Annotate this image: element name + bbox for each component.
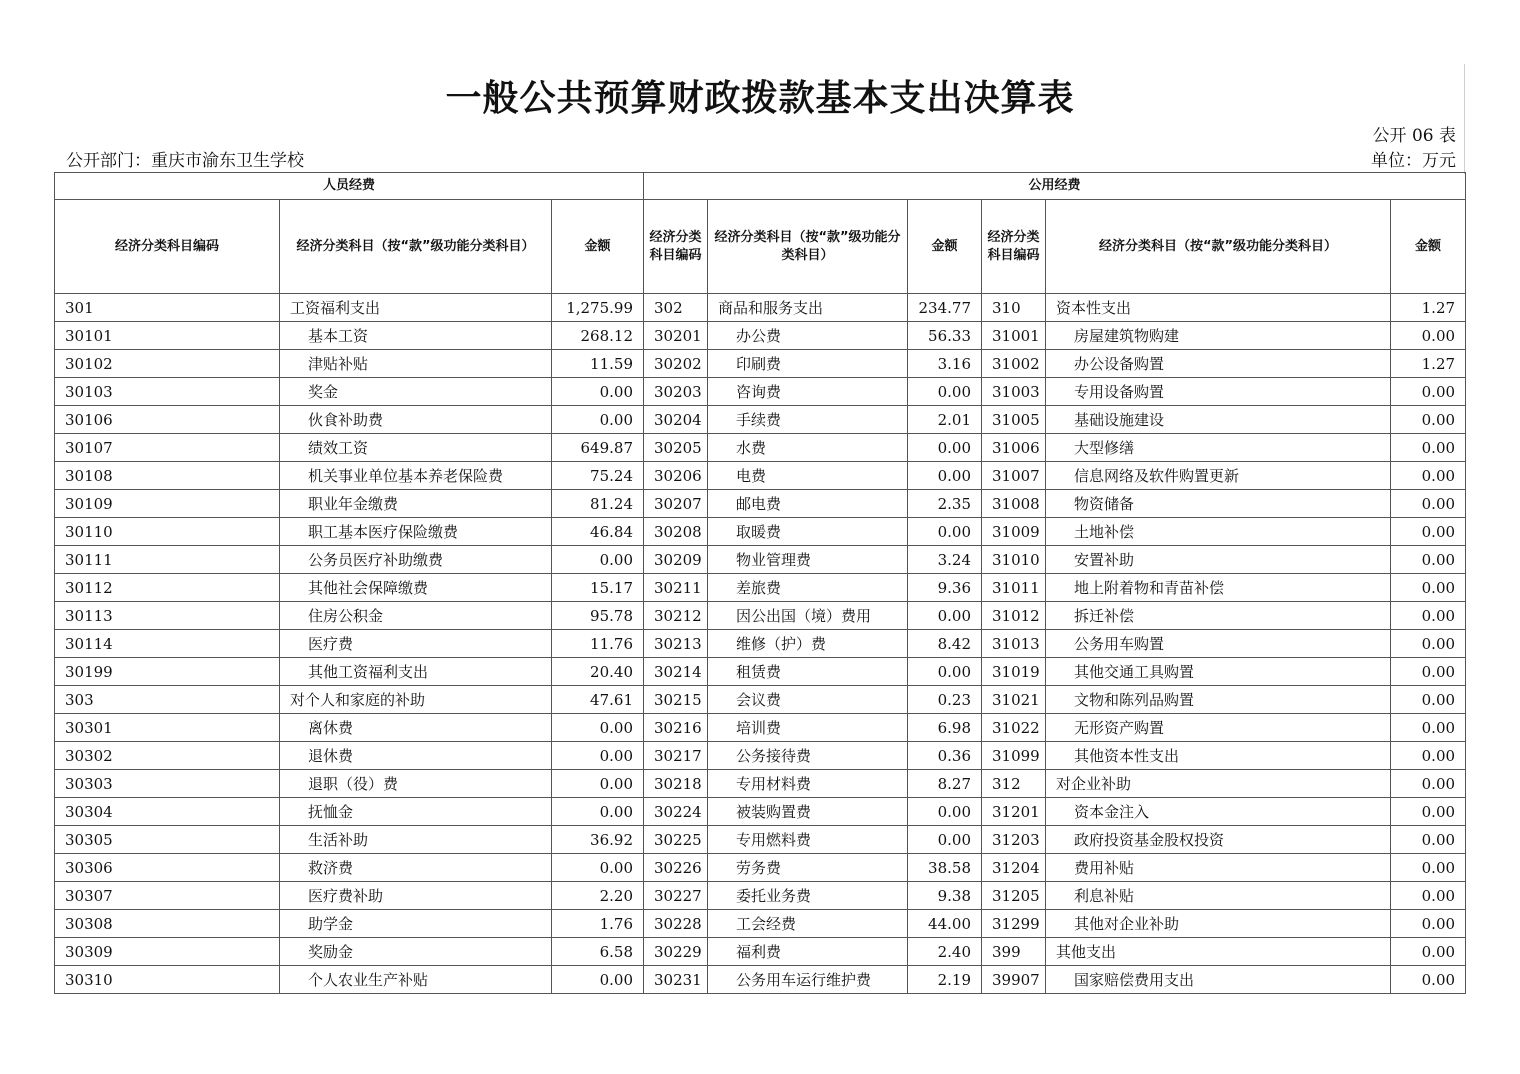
capital-name-cell: 费用补贴 — [1046, 854, 1391, 882]
unit-label: 单位：万元 — [1371, 151, 1456, 171]
personnel-code-cell: 301 — [55, 294, 280, 322]
personnel-name-cell: 医疗费补助 — [280, 882, 552, 910]
personnel-name-cell: 基本工资 — [280, 322, 552, 350]
personnel-amount-cell: 20.40 — [552, 658, 644, 686]
public-name-cell: 印刷费 — [708, 350, 908, 378]
personnel-amount-cell: 47.61 — [552, 686, 644, 714]
personnel-amount-cell: 0.00 — [552, 966, 644, 994]
personnel-section-header: 人员经费 — [55, 173, 644, 200]
capital-amount-cell: 0.00 — [1391, 490, 1466, 518]
capital-code-cell: 31010 — [982, 546, 1046, 574]
public-code-cell: 30205 — [644, 434, 708, 462]
table-row — [55, 406, 1466, 434]
expenditure-table — [54, 172, 1466, 994]
personnel-amount-cell: 0.00 — [552, 742, 644, 770]
capital-name-cell: 其他资本性支出 — [1046, 742, 1391, 770]
capital-name-cell: 公务用车购置 — [1046, 630, 1391, 658]
capital-name-cell: 基础设施建设 — [1046, 406, 1391, 434]
public-amount-cell: 2.19 — [908, 966, 982, 994]
public-amount-cell: 8.42 — [908, 630, 982, 658]
public-name-cell: 差旅费 — [708, 574, 908, 602]
public-amount-cell: 0.00 — [908, 826, 982, 854]
personnel-amount-cell: 81.24 — [552, 490, 644, 518]
personnel-name-cell: 住房公积金 — [280, 602, 552, 630]
capital-amount-cell: 0.00 — [1391, 462, 1466, 490]
public-code-cell: 30216 — [644, 714, 708, 742]
capital-amount-cell: 0.00 — [1391, 630, 1466, 658]
personnel-name-cell: 工资福利支出 — [280, 294, 552, 322]
col-header-code: 经济分类科目编码 — [982, 200, 1046, 294]
capital-code-cell: 31001 — [982, 322, 1046, 350]
table-row — [55, 686, 1466, 714]
capital-name-cell: 拆迁补偿 — [1046, 602, 1391, 630]
capital-code-cell: 31205 — [982, 882, 1046, 910]
personnel-amount-cell: 0.00 — [552, 546, 644, 574]
public-amount-cell: 56.33 — [908, 322, 982, 350]
capital-code-cell: 31022 — [982, 714, 1046, 742]
personnel-name-cell: 医疗费 — [280, 630, 552, 658]
capital-code-cell: 312 — [982, 770, 1046, 798]
personnel-name-cell: 退休费 — [280, 742, 552, 770]
public-code-cell: 30227 — [644, 882, 708, 910]
personnel-name-cell: 奖金 — [280, 378, 552, 406]
personnel-code-cell: 30109 — [55, 490, 280, 518]
public-amount-cell: 0.00 — [908, 658, 982, 686]
page-title: 一般公共预算财政拨款基本支出决算表 — [445, 78, 1075, 119]
personnel-amount-cell: 95.78 — [552, 602, 644, 630]
public-amount-cell: 8.27 — [908, 770, 982, 798]
personnel-amount-cell: 0.00 — [552, 378, 644, 406]
capital-code-cell: 31007 — [982, 462, 1046, 490]
personnel-name-cell: 离休费 — [280, 714, 552, 742]
capital-code-cell: 31011 — [982, 574, 1046, 602]
capital-amount-cell: 0.00 — [1391, 882, 1466, 910]
public-code-cell: 30231 — [644, 966, 708, 994]
capital-code-cell: 31099 — [982, 742, 1046, 770]
public-amount-cell: 0.00 — [908, 462, 982, 490]
capital-code-cell: 31019 — [982, 658, 1046, 686]
public-code-cell: 30203 — [644, 378, 708, 406]
public-code-cell: 30217 — [644, 742, 708, 770]
public-code-cell: 30224 — [644, 798, 708, 826]
public-amount-cell: 0.36 — [908, 742, 982, 770]
public-code-cell: 30212 — [644, 602, 708, 630]
personnel-code-cell: 30199 — [55, 658, 280, 686]
table-row — [55, 602, 1466, 630]
table-row — [55, 630, 1466, 658]
capital-name-cell: 政府投资基金股权投资 — [1046, 826, 1391, 854]
personnel-code-cell: 30108 — [55, 462, 280, 490]
capital-code-cell: 31009 — [982, 518, 1046, 546]
public-name-cell: 水费 — [708, 434, 908, 462]
public-amount-cell: 234.77 — [908, 294, 982, 322]
col-header-name: 经济分类科目（按“款”级功能分类科目） — [1046, 200, 1391, 294]
personnel-amount-cell: 11.76 — [552, 630, 644, 658]
capital-amount-cell: 0.00 — [1391, 378, 1466, 406]
capital-code-cell: 31013 — [982, 630, 1046, 658]
personnel-code-cell: 30302 — [55, 742, 280, 770]
personnel-amount-cell: 0.00 — [552, 406, 644, 434]
public-code-cell: 30209 — [644, 546, 708, 574]
table-row — [55, 350, 1466, 378]
public-name-cell: 电费 — [708, 462, 908, 490]
col-header-amount: 金额 — [1391, 200, 1466, 294]
public-code-cell: 30226 — [644, 854, 708, 882]
capital-name-cell: 大型修缮 — [1046, 434, 1391, 462]
department-label: 公开部门：重庆市渝东卫生学校 — [66, 151, 304, 171]
capital-name-cell: 物资储备 — [1046, 490, 1391, 518]
public-amount-cell: 3.24 — [908, 546, 982, 574]
capital-amount-cell: 0.00 — [1391, 546, 1466, 574]
capital-amount-cell: 0.00 — [1391, 966, 1466, 994]
capital-amount-cell: 0.00 — [1391, 406, 1466, 434]
table-row — [55, 770, 1466, 798]
public-name-cell: 咨询费 — [708, 378, 908, 406]
personnel-code-cell: 30306 — [55, 854, 280, 882]
public-name-cell: 因公出国（境）费用 — [708, 602, 908, 630]
public-name-cell: 邮电费 — [708, 490, 908, 518]
personnel-name-cell: 生活补助 — [280, 826, 552, 854]
personnel-code-cell: 30112 — [55, 574, 280, 602]
capital-amount-cell: 0.00 — [1391, 826, 1466, 854]
public-name-cell: 福利费 — [708, 938, 908, 966]
capital-code-cell: 31002 — [982, 350, 1046, 378]
personnel-name-cell: 绩效工资 — [280, 434, 552, 462]
public-name-cell: 租赁费 — [708, 658, 908, 686]
table-row — [55, 882, 1466, 910]
public-name-cell: 物业管理费 — [708, 546, 908, 574]
public-amount-cell: 2.01 — [908, 406, 982, 434]
personnel-code-cell: 30303 — [55, 770, 280, 798]
personnel-code-cell: 30102 — [55, 350, 280, 378]
personnel-name-cell: 对个人和家庭的补助 — [280, 686, 552, 714]
public-amount-cell: 44.00 — [908, 910, 982, 938]
personnel-name-cell: 伙食补助费 — [280, 406, 552, 434]
capital-name-cell: 无形资产购置 — [1046, 714, 1391, 742]
table-row — [55, 434, 1466, 462]
capital-code-cell: 31203 — [982, 826, 1046, 854]
personnel-amount-cell: 46.84 — [552, 518, 644, 546]
table-row — [55, 938, 1466, 966]
personnel-amount-cell: 649.87 — [552, 434, 644, 462]
personnel-amount-cell: 268.12 — [552, 322, 644, 350]
personnel-amount-cell: 36.92 — [552, 826, 644, 854]
public-code-cell: 30218 — [644, 770, 708, 798]
public-name-cell: 公务接待费 — [708, 742, 908, 770]
public-amount-cell: 38.58 — [908, 854, 982, 882]
personnel-code-cell: 30301 — [55, 714, 280, 742]
table-row — [55, 910, 1466, 938]
public-amount-cell: 0.00 — [908, 518, 982, 546]
capital-amount-cell: 0.00 — [1391, 658, 1466, 686]
capital-amount-cell: 0.00 — [1391, 574, 1466, 602]
capital-name-cell: 安置补助 — [1046, 546, 1391, 574]
public-amount-cell: 3.16 — [908, 350, 982, 378]
capital-code-cell: 31006 — [982, 434, 1046, 462]
capital-amount-cell: 1.27 — [1391, 294, 1466, 322]
public-name-cell: 商品和服务支出 — [708, 294, 908, 322]
public-amount-cell: 0.00 — [908, 378, 982, 406]
table-row — [55, 742, 1466, 770]
table-body — [55, 294, 1466, 994]
capital-name-cell: 地上附着物和青苗补偿 — [1046, 574, 1391, 602]
table-row — [55, 854, 1466, 882]
capital-amount-cell: 0.00 — [1391, 910, 1466, 938]
personnel-amount-cell: 6.58 — [552, 938, 644, 966]
capital-code-cell: 31201 — [982, 798, 1046, 826]
capital-name-cell: 信息网络及软件购置更新 — [1046, 462, 1391, 490]
personnel-amount-cell: 11.59 — [552, 350, 644, 378]
public-code-cell: 30204 — [644, 406, 708, 434]
public-name-cell: 手续费 — [708, 406, 908, 434]
public-code-cell: 30201 — [644, 322, 708, 350]
public-name-cell: 取暖费 — [708, 518, 908, 546]
capital-code-cell: 31008 — [982, 490, 1046, 518]
public-code-cell: 30214 — [644, 658, 708, 686]
public-code-cell: 30208 — [644, 518, 708, 546]
personnel-amount-cell: 0.00 — [552, 714, 644, 742]
personnel-code-cell: 30111 — [55, 546, 280, 574]
form-number: 公开 06 表 — [1372, 126, 1456, 146]
public-amount-cell: 0.23 — [908, 686, 982, 714]
personnel-name-cell: 其他工资福利支出 — [280, 658, 552, 686]
capital-name-cell: 其他对企业补助 — [1046, 910, 1391, 938]
capital-name-cell: 其他支出 — [1046, 938, 1391, 966]
public-name-cell: 委托业务费 — [708, 882, 908, 910]
public-code-cell: 30215 — [644, 686, 708, 714]
capital-name-cell: 资本性支出 — [1046, 294, 1391, 322]
personnel-amount-cell: 2.20 — [552, 882, 644, 910]
public-name-cell: 劳务费 — [708, 854, 908, 882]
public-code-cell: 302 — [644, 294, 708, 322]
public-code-cell: 30213 — [644, 630, 708, 658]
personnel-name-cell: 机关事业单位基本养老保险费 — [280, 462, 552, 490]
capital-code-cell: 399 — [982, 938, 1046, 966]
capital-name-cell: 资本金注入 — [1046, 798, 1391, 826]
personnel-amount-cell: 0.00 — [552, 798, 644, 826]
public-name-cell: 专用材料费 — [708, 770, 908, 798]
public-name-cell: 培训费 — [708, 714, 908, 742]
personnel-name-cell: 助学金 — [280, 910, 552, 938]
col-header-code: 经济分类科目编码 — [644, 200, 708, 294]
public-name-cell: 专用燃料费 — [708, 826, 908, 854]
capital-amount-cell: 0.00 — [1391, 518, 1466, 546]
capital-code-cell: 310 — [982, 294, 1046, 322]
personnel-amount-cell: 1.76 — [552, 910, 644, 938]
personnel-amount-cell: 0.00 — [552, 770, 644, 798]
capital-code-cell: 31005 — [982, 406, 1046, 434]
public-amount-cell: 9.38 — [908, 882, 982, 910]
capital-amount-cell: 0.00 — [1391, 602, 1466, 630]
public-name-cell: 公务用车运行维护费 — [708, 966, 908, 994]
public-amount-cell: 9.36 — [908, 574, 982, 602]
personnel-amount-cell: 75.24 — [552, 462, 644, 490]
capital-amount-cell: 0.00 — [1391, 322, 1466, 350]
capital-name-cell: 对企业补助 — [1046, 770, 1391, 798]
table-row — [55, 462, 1466, 490]
public-amount-cell: 6.98 — [908, 714, 982, 742]
personnel-name-cell: 公务员医疗补助缴费 — [280, 546, 552, 574]
public-amount-cell: 0.00 — [908, 798, 982, 826]
col-header-name: 经济分类科目（按“款”级功能分类科目） — [708, 200, 908, 294]
personnel-name-cell: 津贴补贴 — [280, 350, 552, 378]
capital-amount-cell: 0.00 — [1391, 686, 1466, 714]
personnel-name-cell: 个人农业生产补贴 — [280, 966, 552, 994]
personnel-code-cell: 30310 — [55, 966, 280, 994]
personnel-name-cell: 职业年金缴费 — [280, 490, 552, 518]
capital-amount-cell: 0.00 — [1391, 434, 1466, 462]
capital-name-cell: 国家赔偿费用支出 — [1046, 966, 1391, 994]
personnel-name-cell: 其他社会保障缴费 — [280, 574, 552, 602]
public-name-cell: 会议费 — [708, 686, 908, 714]
personnel-amount-cell: 0.00 — [552, 854, 644, 882]
personnel-code-cell: 30113 — [55, 602, 280, 630]
capital-code-cell: 31012 — [982, 602, 1046, 630]
table-row — [55, 490, 1466, 518]
public-code-cell: 30202 — [644, 350, 708, 378]
personnel-code-cell: 303 — [55, 686, 280, 714]
personnel-code-cell: 30307 — [55, 882, 280, 910]
public-amount-cell: 0.00 — [908, 434, 982, 462]
public-name-cell: 办公费 — [708, 322, 908, 350]
personnel-code-cell: 30114 — [55, 630, 280, 658]
table-row — [55, 518, 1466, 546]
personnel-code-cell: 30103 — [55, 378, 280, 406]
public-name-cell: 被装购置费 — [708, 798, 908, 826]
table-row — [55, 574, 1466, 602]
capital-code-cell: 31021 — [982, 686, 1046, 714]
capital-amount-cell: 0.00 — [1391, 798, 1466, 826]
personnel-code-cell: 30101 — [55, 322, 280, 350]
personnel-amount-cell: 15.17 — [552, 574, 644, 602]
public-code-cell: 30206 — [644, 462, 708, 490]
capital-name-cell: 专用设备购置 — [1046, 378, 1391, 406]
table-row — [55, 322, 1466, 350]
personnel-name-cell: 奖励金 — [280, 938, 552, 966]
public-amount-cell: 2.40 — [908, 938, 982, 966]
personnel-code-cell: 30308 — [55, 910, 280, 938]
public-amount-cell: 2.35 — [908, 490, 982, 518]
capital-name-cell: 其他交通工具购置 — [1046, 658, 1391, 686]
capital-name-cell: 利息补贴 — [1046, 882, 1391, 910]
table-row — [55, 826, 1466, 854]
col-header-code: 经济分类科目编码 — [55, 200, 280, 294]
capital-amount-cell: 0.00 — [1391, 854, 1466, 882]
capital-amount-cell: 0.00 — [1391, 714, 1466, 742]
table-row — [55, 714, 1466, 742]
table-row — [55, 294, 1466, 322]
public-code-cell: 30225 — [644, 826, 708, 854]
personnel-code-cell: 30107 — [55, 434, 280, 462]
personnel-name-cell: 退职（役）费 — [280, 770, 552, 798]
capital-name-cell: 办公设备购置 — [1046, 350, 1391, 378]
personnel-code-cell: 30309 — [55, 938, 280, 966]
public-code-cell: 30228 — [644, 910, 708, 938]
table-row — [55, 658, 1466, 686]
personnel-code-cell: 30305 — [55, 826, 280, 854]
col-header-amount: 金额 — [908, 200, 982, 294]
capital-name-cell: 房屋建筑物购建 — [1046, 322, 1391, 350]
personnel-code-cell: 30110 — [55, 518, 280, 546]
personnel-code-cell: 30304 — [55, 798, 280, 826]
capital-amount-cell: 0.00 — [1391, 742, 1466, 770]
public-section-header: 公用经费 — [644, 173, 1466, 200]
table-row — [55, 378, 1466, 406]
table-row — [55, 546, 1466, 574]
personnel-code-cell: 30106 — [55, 406, 280, 434]
public-name-cell: 维修（护）费 — [708, 630, 908, 658]
personnel-name-cell: 救济费 — [280, 854, 552, 882]
col-header-amount: 金额 — [552, 200, 644, 294]
capital-code-cell: 31299 — [982, 910, 1046, 938]
table-row — [55, 966, 1466, 994]
capital-amount-cell: 0.00 — [1391, 938, 1466, 966]
table-row — [55, 798, 1466, 826]
public-amount-cell: 0.00 — [908, 602, 982, 630]
col-header-name: 经济分类科目（按“款”级功能分类科目） — [280, 200, 552, 294]
personnel-name-cell: 职工基本医疗保险缴费 — [280, 518, 552, 546]
capital-code-cell: 31204 — [982, 854, 1046, 882]
public-code-cell: 30211 — [644, 574, 708, 602]
capital-name-cell: 土地补偿 — [1046, 518, 1391, 546]
personnel-amount-cell: 1,275.99 — [552, 294, 644, 322]
capital-name-cell: 文物和陈列品购置 — [1046, 686, 1391, 714]
public-code-cell: 30229 — [644, 938, 708, 966]
capital-code-cell: 39907 — [982, 966, 1046, 994]
capital-amount-cell: 0.00 — [1391, 770, 1466, 798]
public-code-cell: 30207 — [644, 490, 708, 518]
capital-amount-cell: 1.27 — [1391, 350, 1466, 378]
personnel-name-cell: 抚恤金 — [280, 798, 552, 826]
public-name-cell: 工会经费 — [708, 910, 908, 938]
capital-code-cell: 31003 — [982, 378, 1046, 406]
